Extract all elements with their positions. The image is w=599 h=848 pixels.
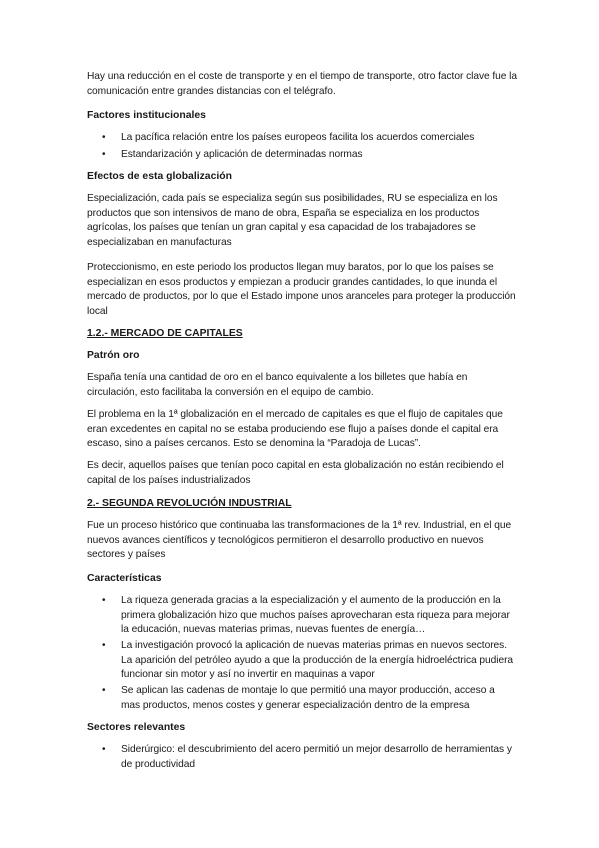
paragraph-proteccionismo: Proteccionismo, en este periodo los productos llegan muy baratos, por lo que los países se especializan en esos productos y empiezan a producir grandes cantidades, lo que inunda el mercado de productos, por lo que el Estado impone unos aranceles para proteger la producción local (87, 262, 516, 317)
bullet-icon: • (102, 132, 106, 143)
list-item-caracteristica-3: Se aplican las cadenas de montaje lo que permitió una mayor producción, acceso a mas productos, menos costes y generar especialización dentro de la empresa (121, 685, 495, 711)
list-item-caracteristica-1: La riqueza generada gracias a la especialización y el aumento de la producción en la primera globalización hizo que muchos países aprovecharan esta riqueza para mejorar la educación, nuevas materias primas, nuevas fuentes de energía… (121, 595, 510, 636)
bullet-icon: • (102, 744, 106, 755)
heading-factores-institucionales: Factores institucionales (87, 110, 206, 121)
paragraph-es-decir: Es decir, aquellos países que tenían poco capital en esta globalización no están recibiendo el capital de los países industrializados (87, 460, 504, 486)
heading-patron-oro: Patrón oro (87, 350, 140, 361)
bullet-icon: • (102, 640, 106, 651)
heading-efectos: Efectos de esta globalización (87, 171, 232, 182)
paragraph-transporte: Hay una reducción en el coste de transporte y en el tiempo de transporte, otro factor clave fue la comunicación entre grandes distancias con el telégrafo. (87, 71, 518, 97)
heading-segunda-revolucion: 2.- SEGUNDA REVOLUCIÓN INDUSTRIAL (87, 498, 292, 509)
list-item-caracteristica-2: La investigación provocó la aplicación de nuevas materias primas en nuevos sectores. La aparición del petróleo ayudo a que la producción de la energía hidroeléctrica pudiera funcionar sin motor y así no invertir en maquinas a vapor (121, 640, 514, 681)
paragraph-problema: El problema en la 1ª globalización en el mercado de capitales es que el flujo de capitales que eran excedentes en capital no se estaba produciendo ese flujo a países donde el capital era escaso, sino a países cercanos. Esto se denomina la “Paradoja de Lucas”. (87, 409, 503, 450)
paragraph-patron-oro: España tenía una cantidad de oro en el banco equivalente a los billetes que había en circulación, esto facilitaba la conversión en el equipo de cambio. (87, 372, 468, 398)
list-item-factor-1: La pacífica relación entre los países europeos facilita los acuerdos comerciales (121, 132, 475, 143)
heading-caracteristicas: Características (87, 573, 162, 584)
bullet-icon: • (102, 149, 106, 160)
heading-sectores-relevantes: Sectores relevantes (87, 722, 186, 733)
bullet-icon: • (102, 595, 106, 606)
heading-mercado-capitales: 1.2.- MERCADO DE CAPITALES (87, 328, 243, 339)
paragraph-fue-proceso: Fue un proceso histórico que continuaba las transformaciones de la 1ª rev. Industrial, en el que nuevos avances científicos y tecnológicos permitieron el desarrollo productivo en nuevos sectores y países (87, 520, 512, 561)
bullet-icon: • (102, 685, 106, 696)
list-item-factor-2: Estandarización y aplicación de determinadas normas (121, 149, 363, 160)
paragraph-especializacion: Especialización, cada país se especializa según sus posibilidades, RU se especializa en los productos que son intensivos de mano de obra, España se especializa en los productos agrícolas, los países que tenían un gran capital y esa capacidad de los trabajadores se especializaban en manufacturas (87, 193, 498, 248)
list-item-sector-1: Siderúrgico: el descubrimiento del acero permitió un mejor desarrollo de herramientas y de productividad (121, 744, 512, 770)
